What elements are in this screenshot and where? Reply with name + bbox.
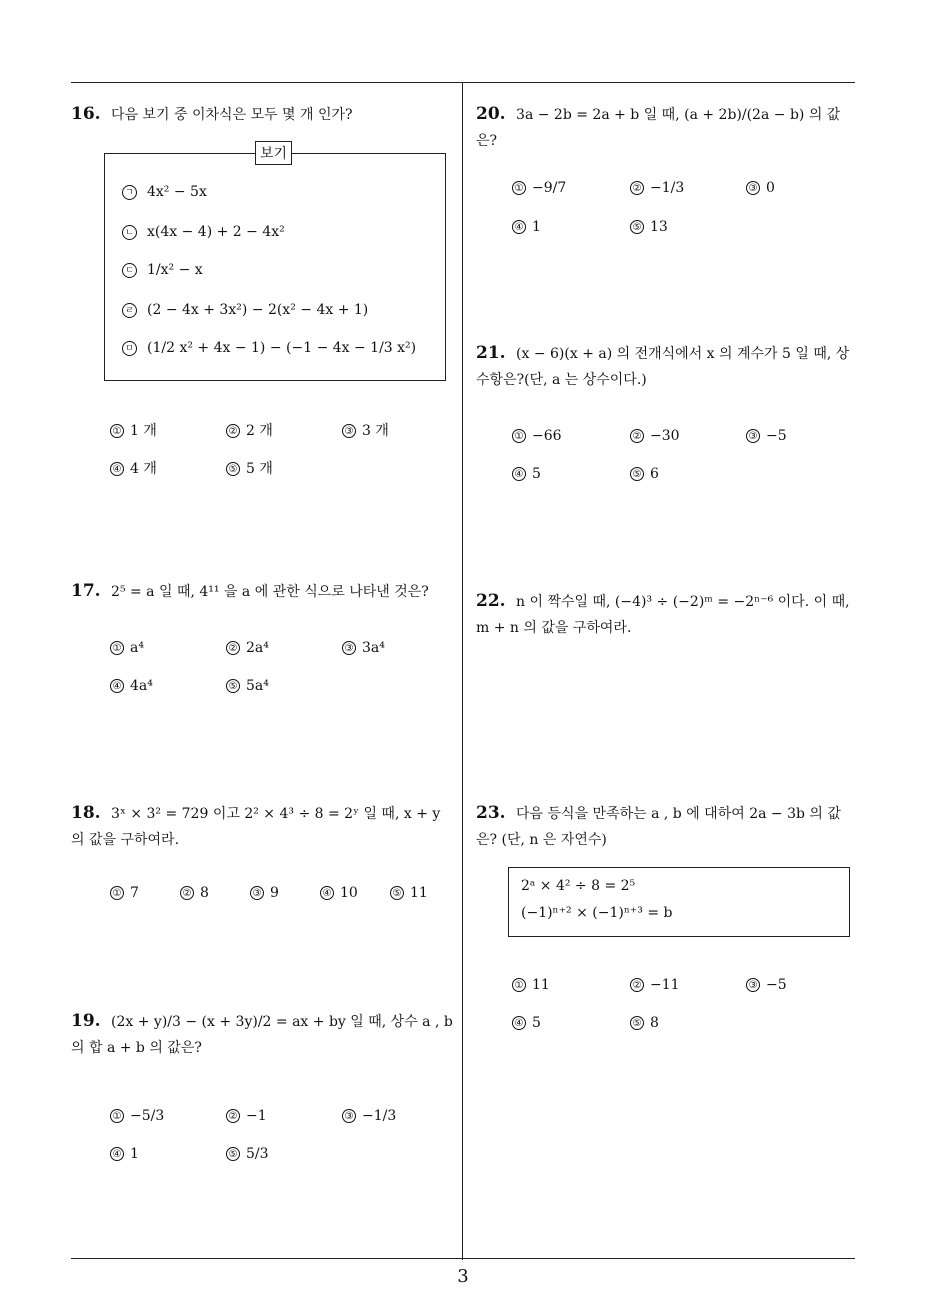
option-mark: ① — [512, 429, 526, 443]
option-mark: ⑤ — [226, 462, 240, 476]
option-text: 0 — [766, 180, 775, 196]
q18-option-1[interactable] — [110, 885, 139, 901]
bogi-label: 보기 — [255, 141, 292, 165]
question-text: 2⁵ = a 일 때, 4¹¹ 을 a 에 관한 식으로 나타낸 것은? — [111, 584, 429, 600]
option-mark: ⑤ — [630, 220, 644, 234]
option-mark: ⑤ — [226, 679, 240, 693]
option-mark: ① — [110, 641, 124, 655]
option-text: 5 — [532, 1015, 541, 1031]
option-text: 2a⁴ — [246, 640, 269, 656]
option-text: 5 개 — [246, 461, 273, 477]
page-number: 3 — [457, 1266, 469, 1287]
q20-option-1[interactable] — [512, 180, 566, 196]
item-expr: x(4x − 4) + 2 − 4x² — [147, 224, 285, 240]
option-mark: ② — [630, 181, 644, 195]
option-text: 11 — [532, 977, 550, 993]
option-mark: ④ — [110, 1147, 124, 1161]
q19-option-2[interactable] — [226, 1108, 267, 1124]
option-text: 2 개 — [246, 423, 273, 439]
q23-option-4[interactable] — [512, 1015, 541, 1031]
option-text: 9 — [270, 885, 279, 901]
option-text: 4a⁴ — [130, 678, 153, 694]
item-mark: ㄷ — [122, 263, 137, 278]
bogi-item-1 — [122, 184, 207, 200]
option-mark: ② — [630, 978, 644, 992]
option-mark: ④ — [320, 886, 334, 900]
option-text: −1 — [246, 1108, 267, 1124]
item-expr: (1/2 x² + 4x − 1) − (−1 − 4x − 1/3 x²) — [147, 340, 417, 356]
question-16 — [71, 101, 353, 128]
question-number: 23. — [476, 803, 506, 823]
option-mark: ② — [180, 886, 194, 900]
option-mark: ④ — [512, 467, 526, 481]
question-number: 17. — [71, 581, 101, 601]
q17-option-5[interactable] — [226, 678, 269, 694]
top-rule — [71, 82, 855, 83]
question-19 — [71, 1008, 456, 1061]
question-text: n 이 짝수일 때, (−4)³ ÷ (−2)ᵐ = −2ⁿ⁻⁶ 이다. 이 때, m + n 의 값을 구하여라. — [476, 594, 850, 636]
option-mark: ② — [630, 429, 644, 443]
option-text: −5 — [766, 977, 787, 993]
option-mark: ① — [110, 886, 124, 900]
question-21 — [476, 340, 861, 393]
q19-option-5[interactable] — [226, 1146, 269, 1162]
q16-option-1[interactable] — [110, 420, 157, 440]
question-number: 20. — [476, 104, 506, 124]
option-mark: ② — [226, 641, 240, 655]
q20-option-5[interactable] — [630, 219, 668, 235]
option-text: 3a⁴ — [362, 640, 385, 656]
option-mark: ① — [110, 424, 124, 438]
question-text: (2x + y)/3 − (x + 3y)/2 = ax + by 일 때, 상수 a , b 의 합 a + b 의 값은? — [71, 1014, 453, 1056]
question-22 — [476, 588, 861, 641]
option-text: 4 개 — [130, 461, 157, 477]
question-text: 3ˣ × 3² = 729 이고 2² × 4³ ÷ 8 = 2ʸ 일 때, x + y 의 값을 구하여라. — [71, 806, 441, 848]
q17-option-1[interactable] — [110, 640, 144, 656]
question-text: 다음 보기 중 이차식은 모두 몇 개 인가? — [111, 107, 353, 123]
item-expr: 1/x² − x — [147, 262, 203, 278]
option-mark: ④ — [110, 679, 124, 693]
q21-option-4[interactable] — [512, 466, 541, 482]
q18-option-5[interactable] — [390, 885, 428, 901]
option-mark: ④ — [110, 462, 124, 476]
question-text: (x − 6)(x + a) 의 전개식에서 x 의 계수가 5 일 때, 상수항은?(단, a 는 상수이다.) — [476, 346, 850, 388]
q23-option-3[interactable] — [746, 977, 787, 993]
option-text: −66 — [532, 428, 562, 444]
option-mark: ② — [226, 1109, 240, 1123]
q18-option-3[interactable] — [250, 885, 279, 901]
option-text: 3 개 — [362, 423, 389, 439]
option-mark: ② — [226, 424, 240, 438]
q23-option-2[interactable] — [630, 977, 680, 993]
bottom-rule — [71, 1258, 855, 1259]
q16-option-5[interactable] — [226, 458, 273, 478]
option-text: −30 — [650, 428, 680, 444]
bogi-item-3 — [122, 262, 203, 278]
q17-option-3[interactable] — [342, 640, 385, 656]
q21-option-3[interactable] — [746, 428, 787, 444]
item-mark: ㄹ — [122, 303, 137, 318]
question-20 — [476, 101, 856, 154]
option-text: 5 — [532, 466, 541, 482]
q17-option-2[interactable] — [226, 640, 269, 656]
option-mark: ⑤ — [390, 886, 404, 900]
option-text: −11 — [650, 977, 680, 993]
q20-option-4[interactable] — [512, 219, 541, 235]
q18-option-2[interactable] — [180, 885, 209, 901]
q19-option-4[interactable] — [110, 1146, 139, 1162]
option-text: 1 — [130, 1146, 139, 1162]
option-text: 11 — [410, 885, 428, 901]
option-text: −5/3 — [130, 1108, 165, 1124]
option-mark: ⑤ — [630, 1016, 644, 1030]
option-mark: ③ — [342, 1109, 356, 1123]
option-mark: ③ — [250, 886, 264, 900]
option-text: 6 — [650, 466, 659, 482]
q16-option-4[interactable] — [110, 458, 157, 478]
option-mark: ③ — [342, 641, 356, 655]
question-text: 3a − 2b = 2a + b 일 때, (a + 2b)/(2a − b) 의 값은? — [476, 107, 841, 149]
q19-option-3[interactable] — [342, 1108, 396, 1124]
option-mark: ④ — [512, 1016, 526, 1030]
option-mark: ③ — [746, 181, 760, 195]
option-text: 5/3 — [246, 1146, 269, 1162]
question-number: 21. — [476, 343, 506, 363]
option-text: −1/3 — [362, 1108, 397, 1124]
question-18 — [71, 800, 456, 853]
item-mark: ㄴ — [122, 225, 137, 240]
question-17 — [71, 578, 456, 605]
q23-option-1[interactable] — [512, 977, 550, 993]
option-text: 1 개 — [130, 423, 157, 439]
bogi-item-5 — [122, 340, 416, 356]
q20-option-3[interactable] — [746, 180, 775, 196]
q19-option-1[interactable] — [110, 1108, 164, 1124]
q16-option-3[interactable] — [342, 420, 389, 440]
option-text: 13 — [650, 219, 668, 235]
option-mark: ④ — [512, 220, 526, 234]
option-mark: ③ — [746, 429, 760, 443]
q18-option-4[interactable] — [320, 885, 358, 901]
item-expr: (2 − 4x + 3x²) − 2(x² − 4x + 1) — [147, 302, 369, 318]
item-mark: ㅁ — [122, 341, 137, 356]
bogi-item-4 — [122, 302, 368, 318]
condition-line-2: (−1)ⁿ⁺² × (−1)ⁿ⁺³ = b — [521, 905, 673, 921]
option-text: a⁴ — [130, 640, 144, 656]
option-mark: ① — [512, 181, 526, 195]
option-mark: ⑤ — [226, 1147, 240, 1161]
q20-option-2[interactable] — [630, 180, 684, 196]
item-expr: 4x² − 5x — [147, 184, 207, 200]
option-text: −9/7 — [532, 180, 567, 196]
q16-option-2[interactable] — [226, 420, 273, 440]
option-mark: ① — [110, 1109, 124, 1123]
question-text: 다음 등식을 만족하는 a , b 에 대하여 2a − 3b 의 값은? (단, n 은 자연수) — [476, 806, 841, 848]
q21-option-5[interactable] — [630, 466, 659, 482]
option-text: −1/3 — [650, 180, 685, 196]
item-mark: ㄱ — [122, 185, 137, 200]
q23-option-5[interactable] — [630, 1015, 659, 1031]
q21-option-2[interactable] — [630, 428, 680, 444]
q17-option-4[interactable] — [110, 678, 153, 694]
option-text: 1 — [532, 219, 541, 235]
question-number: 18. — [71, 803, 101, 823]
option-text: 5a⁴ — [246, 678, 269, 694]
option-text: 10 — [340, 885, 358, 901]
q21-option-1[interactable] — [512, 428, 562, 444]
option-mark: ③ — [342, 424, 356, 438]
condition-box — [508, 867, 850, 937]
question-23 — [476, 800, 861, 853]
option-mark: ⑤ — [630, 467, 644, 481]
question-number: 16. — [71, 104, 101, 124]
bogi-item-2 — [122, 224, 285, 240]
option-mark: ③ — [746, 978, 760, 992]
question-number: 19. — [71, 1011, 101, 1031]
option-text: 8 — [200, 885, 209, 901]
option-mark: ① — [512, 978, 526, 992]
column-divider — [462, 83, 463, 1260]
question-number: 22. — [476, 591, 506, 611]
option-text: 8 — [650, 1015, 659, 1031]
option-text: −5 — [766, 428, 787, 444]
condition-line-1: 2ᵃ × 4² ÷ 8 = 2⁵ — [521, 878, 636, 894]
option-text: 7 — [130, 885, 139, 901]
